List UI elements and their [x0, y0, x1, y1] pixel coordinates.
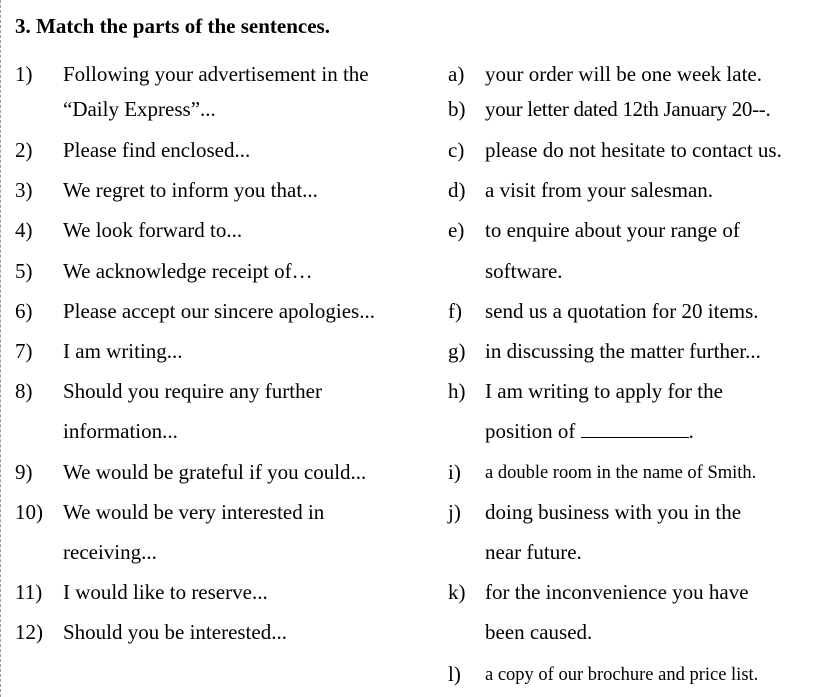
right-item-text: for the inconvenience you have — [485, 580, 749, 604]
left-item-text: Please find enclosed... — [63, 138, 251, 162]
right-item-text: near future. — [485, 540, 582, 564]
right-item-letter: a) — [448, 62, 465, 86]
left-item-text: We look forward to... — [63, 218, 243, 242]
left-item-number: 6) — [15, 299, 33, 323]
right-item-letter: k) — [448, 580, 466, 604]
right-item-text: in discussing the matter further... — [485, 339, 761, 363]
right-item-letter: h) — [448, 379, 466, 403]
left-item-text: We regret to inform you that... — [63, 178, 318, 202]
right-item-text: I am writing to apply for the — [485, 379, 723, 403]
left-item-number: 11) — [15, 580, 43, 604]
right-item-text: to enquire about your range of — [485, 218, 740, 242]
right-item-letter: g) — [448, 339, 466, 363]
left-item-number: 2) — [15, 138, 33, 162]
right-item-text: doing business with you in the — [485, 500, 742, 524]
right-item-letter: c) — [448, 138, 465, 162]
left-item-number: 7) — [15, 339, 33, 363]
left-item-number: 1) — [15, 62, 33, 86]
right-item-text: send us a quotation for 20 items. — [485, 299, 759, 323]
left-item-text: Should you be interested... — [63, 620, 287, 644]
right-item-text: your order will be one week late. — [485, 62, 762, 86]
left-item-number: 5) — [15, 259, 33, 283]
right-item-suffix: . — [688, 419, 694, 443]
right-item-text-with-blank — [485, 419, 694, 443]
right-item-text: a visit from your salesman. — [485, 178, 714, 202]
left-item-text: We would be grateful if you could... — [63, 460, 367, 484]
left-item-number: 4) — [15, 218, 33, 242]
right-item-text: a double room in the name of Smith. — [485, 463, 757, 483]
left-item-text: We acknowledge receipt of… — [63, 259, 313, 283]
left-item-number: 12) — [15, 620, 43, 644]
right-item-text: a copy of our brochure and price list. — [485, 665, 759, 685]
left-item-number: 9) — [15, 460, 33, 484]
left-item-text: information... — [63, 419, 178, 443]
left-item-text: “Daily Express”... — [63, 97, 216, 121]
right-item-letter: f) — [448, 299, 462, 323]
right-item-text: position of — [485, 419, 576, 443]
right-item-letter: l) — [448, 662, 461, 686]
answer-blank — [581, 421, 689, 438]
right-item-letter: d) — [448, 178, 466, 202]
right-item-letter: b) — [448, 97, 466, 121]
left-item-text: Should you require any further — [63, 379, 322, 403]
left-item-text: receiving... — [63, 540, 157, 564]
left-item-text: We would be very interested in — [63, 500, 325, 524]
right-item-letter: i) — [448, 460, 461, 484]
left-item-number: 3) — [15, 178, 33, 202]
right-item-text: been caused. — [485, 620, 593, 644]
left-item-text: Please accept our sincere apologies... — [63, 299, 375, 323]
left-item-text: I would like to reserve... — [63, 580, 268, 604]
left-item-text: I am writing... — [63, 339, 183, 363]
right-item-letter: j) — [448, 500, 461, 524]
right-item-text: your letter dated 12th January 20--. — [485, 97, 771, 121]
left-item-number: 8) — [15, 379, 33, 403]
right-item-text: software. — [485, 259, 563, 283]
left-item-text: Following your advertisement in the — [63, 62, 369, 86]
left-item-number: 10) — [15, 500, 43, 524]
right-item-letter: e) — [448, 218, 465, 242]
exercise-title: 3. Match the parts of the sentences. — [15, 14, 330, 38]
right-item-text: please do not hesitate to contact us. — [485, 138, 782, 162]
